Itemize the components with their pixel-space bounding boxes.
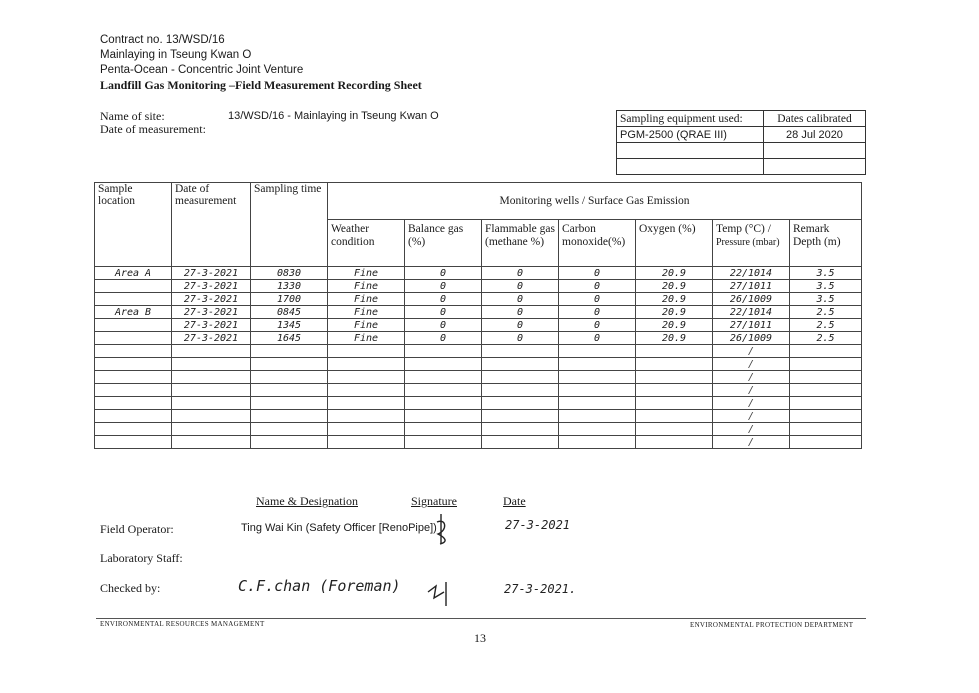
balance-gas-header: Balance gas (%) <box>405 220 482 267</box>
calibrated-blank-cell <box>764 159 866 175</box>
cell-remark: 2.5 <box>790 332 862 345</box>
cell-temp: / <box>713 358 790 371</box>
cell-flammable <box>482 384 559 397</box>
cell-location <box>95 371 172 384</box>
equipment-table <box>616 110 866 175</box>
cell-temp: 26/1009 <box>713 293 790 306</box>
field-operator-name: Ting Wai Kin (Safety Officer [RenoPipe]) <box>241 522 437 534</box>
cell-temp: 27/1011 <box>713 319 790 332</box>
cell-temp: / <box>713 436 790 449</box>
cell-remark <box>790 410 862 423</box>
cell-remark: 2.5 <box>790 319 862 332</box>
contractor-name: Penta-Ocean - Concentric Joint Venture <box>100 64 304 76</box>
cell-temp: / <box>713 397 790 410</box>
cell-date <box>172 358 251 371</box>
cell-weather: Fine <box>328 267 405 280</box>
cell-temp: / <box>713 345 790 358</box>
cell-time <box>251 410 328 423</box>
cell-carbon <box>559 345 636 358</box>
cell-carbon: 0 <box>559 293 636 306</box>
blank-row <box>95 410 862 423</box>
cell-oxygen: 20.9 <box>636 319 713 332</box>
cell-location <box>95 410 172 423</box>
cell-remark <box>790 436 862 449</box>
cell-flammable: 0 <box>482 319 559 332</box>
cell-balance: 0 <box>405 267 482 280</box>
blank-row <box>95 397 862 410</box>
cell-temp: 27/1011 <box>713 280 790 293</box>
cell-oxygen <box>636 345 713 358</box>
cell-oxygen: 20.9 <box>636 332 713 345</box>
cell-remark <box>790 358 862 371</box>
cell-weather <box>328 345 405 358</box>
equipment-header: Sampling equipment used: <box>617 111 764 127</box>
blank-row <box>95 384 862 397</box>
cell-carbon <box>559 436 636 449</box>
cell-carbon <box>559 410 636 423</box>
cell-location <box>95 345 172 358</box>
table-row <box>95 293 862 306</box>
cell-weather: Fine <box>328 319 405 332</box>
oxygen-header: Oxygen (%) <box>636 220 713 267</box>
checked-by-signature <box>424 578 454 608</box>
cell-balance <box>405 371 482 384</box>
sampling-time-header: Sampling time <box>251 183 328 267</box>
calibrated-header: Dates calibrated <box>764 111 866 127</box>
table-row <box>95 332 862 345</box>
equipment-value: PGM-2500 (QRAE III) <box>617 127 764 143</box>
cell-weather <box>328 384 405 397</box>
cell-carbon: 0 <box>559 267 636 280</box>
cell-weather <box>328 410 405 423</box>
footer-left: ENVIRONMENTAL RESOURCES MANAGEMENT <box>100 620 265 628</box>
date-column-header: Date <box>503 494 526 508</box>
page-number: 13 <box>474 631 486 645</box>
cell-oxygen <box>636 436 713 449</box>
carbon-monoxide-header: Carbon monoxide(%) <box>559 220 636 267</box>
cell-location <box>95 423 172 436</box>
cell-date <box>172 345 251 358</box>
checked-by-date: 27-3-2021. <box>504 582 577 596</box>
cell-remark <box>790 345 862 358</box>
cell-weather <box>328 423 405 436</box>
sheet-title: Landfill Gas Monitoring –Field Measurement Recording Sheet <box>100 78 422 92</box>
cell-weather: Fine <box>328 280 405 293</box>
cell-date <box>172 436 251 449</box>
cell-date: 27-3-2021 <box>172 306 251 319</box>
cell-date <box>172 371 251 384</box>
site-info <box>100 110 206 136</box>
cell-balance: 0 <box>405 280 482 293</box>
cell-remark: 3.5 <box>790 280 862 293</box>
cell-remark <box>790 397 862 410</box>
cell-flammable <box>482 358 559 371</box>
cell-time: 1330 <box>251 280 328 293</box>
equipment-blank-cell <box>617 159 764 175</box>
cell-time <box>251 371 328 384</box>
cell-balance <box>405 384 482 397</box>
cell-carbon <box>559 384 636 397</box>
cell-weather <box>328 436 405 449</box>
cell-oxygen <box>636 423 713 436</box>
cell-flammable: 0 <box>482 280 559 293</box>
measurement-date-label: Date of measurement: <box>100 122 206 136</box>
cell-weather: Fine <box>328 306 405 319</box>
cell-oxygen: 20.9 <box>636 267 713 280</box>
cell-location <box>95 332 172 345</box>
cell-carbon <box>559 358 636 371</box>
cell-carbon: 0 <box>559 280 636 293</box>
cell-date: 27-3-2021 <box>172 332 251 345</box>
cell-balance <box>405 436 482 449</box>
cell-oxygen: 20.9 <box>636 306 713 319</box>
cell-time <box>251 384 328 397</box>
cell-temp: / <box>713 410 790 423</box>
cell-remark: 2.5 <box>790 306 862 319</box>
table-row <box>95 306 862 319</box>
cell-location: Area A <box>95 267 172 280</box>
cell-date: 27-3-2021 <box>172 319 251 332</box>
cell-flammable <box>482 410 559 423</box>
cell-temp: / <box>713 384 790 397</box>
temp-header: Temp (°C) / <box>716 223 771 235</box>
calibrated-blank-cell <box>764 143 866 159</box>
field-operator-label: Field Operator: <box>100 522 174 536</box>
laboratory-staff-label: Laboratory Staff: <box>100 551 183 565</box>
cell-balance <box>405 397 482 410</box>
cell-date: 27-3-2021 <box>172 293 251 306</box>
cell-balance: 0 <box>405 293 482 306</box>
cell-balance: 0 <box>405 332 482 345</box>
blank-row <box>95 371 862 384</box>
cell-time: 1645 <box>251 332 328 345</box>
blank-row <box>95 345 862 358</box>
cell-flammable: 0 <box>482 306 559 319</box>
cell-location <box>95 397 172 410</box>
cell-flammable <box>482 345 559 358</box>
weather-header: Weather condition <box>328 220 405 267</box>
cell-oxygen <box>636 371 713 384</box>
cell-weather <box>328 397 405 410</box>
cell-oxygen <box>636 358 713 371</box>
blank-row <box>95 358 862 371</box>
cell-flammable <box>482 397 559 410</box>
cell-carbon <box>559 423 636 436</box>
table-row <box>95 319 862 332</box>
cell-carbon: 0 <box>559 306 636 319</box>
cell-time: 1700 <box>251 293 328 306</box>
cell-time: 0845 <box>251 306 328 319</box>
cell-date <box>172 410 251 423</box>
cell-date <box>172 397 251 410</box>
cell-balance <box>405 358 482 371</box>
cell-remark: 3.5 <box>790 267 862 280</box>
cell-balance <box>405 345 482 358</box>
cell-remark: 3.5 <box>790 293 862 306</box>
cell-flammable <box>482 371 559 384</box>
cell-oxygen <box>636 410 713 423</box>
signature-header: Signature <box>411 494 457 508</box>
cell-remark <box>790 384 862 397</box>
cell-time <box>251 436 328 449</box>
cell-balance: 0 <box>405 319 482 332</box>
monitoring-table-body <box>95 267 862 449</box>
flammable-gas-header: Flammable gas (methane %) <box>482 220 559 267</box>
equipment-blank-cell <box>617 143 764 159</box>
checked-by-name: C.F.chan (Foreman) <box>238 577 401 595</box>
blank-row <box>95 423 862 436</box>
monitoring-group-header: Monitoring wells / Surface Gas Emission <box>328 183 862 220</box>
cell-balance: 0 <box>405 306 482 319</box>
monitoring-table <box>94 182 862 449</box>
site-name-value: 13/WSD/16 - Mainlaying in Tseung Kwan O <box>228 110 439 122</box>
cell-temp: 22/1014 <box>713 267 790 280</box>
cell-weather <box>328 371 405 384</box>
cell-remark <box>790 423 862 436</box>
checked-by-label: Checked by: <box>100 581 161 595</box>
cell-flammable: 0 <box>482 267 559 280</box>
cell-temp: 26/1009 <box>713 332 790 345</box>
cell-weather: Fine <box>328 293 405 306</box>
date-header: Date of measurement <box>172 183 251 267</box>
cell-time <box>251 423 328 436</box>
cell-balance <box>405 410 482 423</box>
cell-time <box>251 358 328 371</box>
cell-temp: / <box>713 423 790 436</box>
cell-date: 27-3-2021 <box>172 280 251 293</box>
cell-location <box>95 319 172 332</box>
cell-date <box>172 384 251 397</box>
contract-number: Contract no. 13/WSD/16 <box>100 34 225 46</box>
cell-flammable <box>482 436 559 449</box>
calibrated-value: 28 Jul 2020 <box>764 127 866 143</box>
cell-oxygen: 20.9 <box>636 293 713 306</box>
site-name-label: Name of site: <box>100 109 165 123</box>
temp-pressure-header <box>713 220 790 267</box>
cell-location <box>95 280 172 293</box>
cell-location <box>95 293 172 306</box>
cell-location: Area B <box>95 306 172 319</box>
cell-carbon: 0 <box>559 332 636 345</box>
cell-time: 0830 <box>251 267 328 280</box>
cell-location <box>95 436 172 449</box>
cell-time: 1345 <box>251 319 328 332</box>
blank-row <box>95 436 862 449</box>
cell-carbon <box>559 397 636 410</box>
cell-time <box>251 397 328 410</box>
remark-depth-header: Remark Depth (m) <box>790 220 862 267</box>
cell-balance <box>405 423 482 436</box>
cell-oxygen: 20.9 <box>636 280 713 293</box>
project-name: Mainlaying in Tseung Kwan O <box>100 49 252 61</box>
field-operator-signature <box>432 512 452 546</box>
cell-oxygen <box>636 384 713 397</box>
name-designation-header: Name & Designation <box>256 494 358 508</box>
cell-carbon: 0 <box>559 319 636 332</box>
cell-flammable: 0 <box>482 293 559 306</box>
cell-carbon <box>559 371 636 384</box>
table-row <box>95 267 862 280</box>
cell-time <box>251 345 328 358</box>
cell-flammable: 0 <box>482 332 559 345</box>
cell-date <box>172 423 251 436</box>
cell-location <box>95 358 172 371</box>
cell-location <box>95 384 172 397</box>
sample-location-header: Sample location <box>95 183 172 267</box>
cell-weather: Fine <box>328 332 405 345</box>
cell-oxygen <box>636 397 713 410</box>
footer-right: ENVIRONMENTAL PROTECTION DEPARTMENT <box>690 621 854 629</box>
cell-remark <box>790 371 862 384</box>
cell-weather <box>328 358 405 371</box>
cell-flammable <box>482 423 559 436</box>
document-header <box>100 33 422 93</box>
table-row <box>95 280 862 293</box>
footer-rule <box>96 618 866 619</box>
cell-temp: 22/1014 <box>713 306 790 319</box>
cell-temp: / <box>713 371 790 384</box>
pressure-header: Pressure (mbar) <box>716 237 780 248</box>
cell-date: 27-3-2021 <box>172 267 251 280</box>
field-operator-date: 27-3-2021 <box>505 518 571 532</box>
